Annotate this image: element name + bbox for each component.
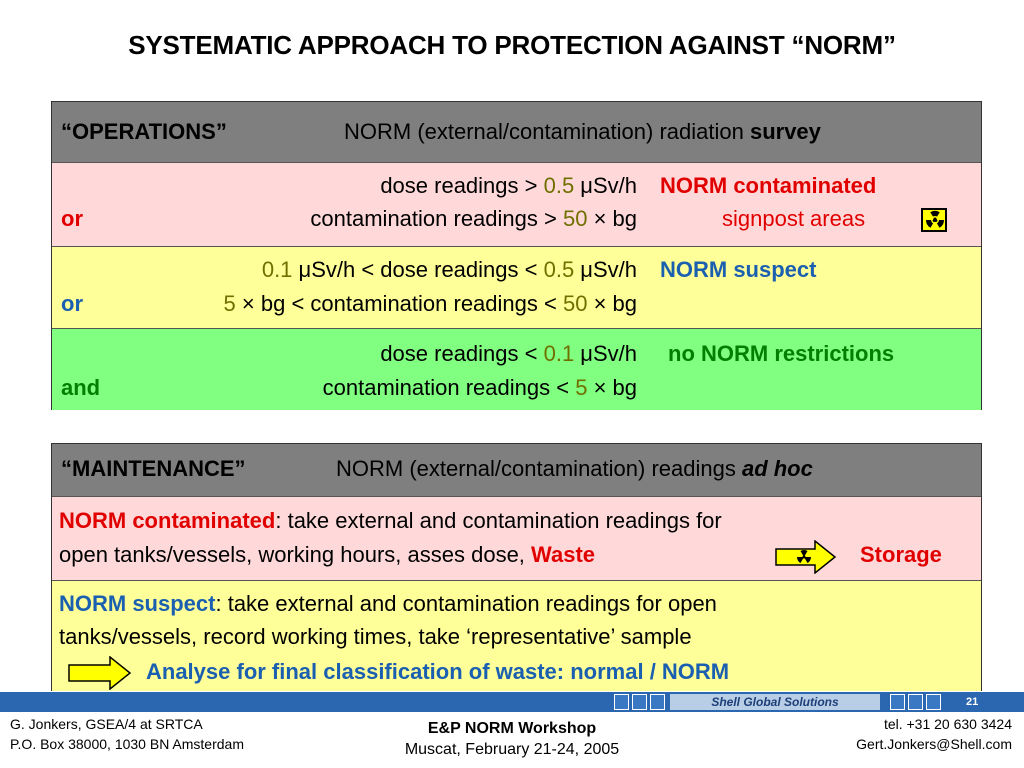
arrow-right-icon: [68, 656, 132, 696]
arrow-right-icon: [775, 540, 837, 580]
suspect-conj: or: [61, 291, 83, 316]
clear-contam-criterion: contamination readings < 5 × bg: [322, 375, 637, 400]
footer-square: [908, 694, 923, 710]
maintenance-contaminated-line2: open tanks/vessels, working hours, asses dose, Waste: [59, 542, 596, 567]
clear-status: no NORM restrictions: [668, 341, 895, 366]
maintenance-row-suspect: [52, 580, 981, 691]
suspect-status: NORM suspect: [660, 257, 817, 282]
maintenance-header: [52, 444, 981, 496]
maintenance-storage: Storage: [860, 542, 942, 567]
page-number: 21: [966, 696, 979, 708]
operations-heading-text: NORM (external/contamination) radiation: [344, 119, 750, 144]
footer-left-line2: P.O. Box 38000, 1030 BN Amsterdam: [10, 736, 244, 752]
footer-center-line1: E&P NORM Workshop: [427, 720, 597, 737]
contaminated-dose-criterion: dose readings > 0.5 μSv/h: [380, 173, 637, 198]
row-norm-suspect: [52, 246, 981, 328]
maintenance-suspect-analyse: Analyse for final classification of waste: normal / NORM: [146, 659, 730, 684]
footer-right-line1: tel. +31 20 630 3424: [883, 716, 1012, 732]
footer-square: [614, 694, 629, 710]
footer-center-line2: Muscat, February 21-24, 2005: [404, 741, 620, 758]
contaminated-conj: or: [61, 206, 83, 231]
maintenance-contaminated-line1: NORM contaminated: take external and contamination readings for: [59, 508, 722, 533]
clear-conj: and: [61, 375, 101, 400]
footer-bar: [0, 692, 1024, 712]
operations-panel: [51, 101, 982, 410]
suspect-contam-criterion: 5 × bg < contamination readings < 50 × bg: [223, 291, 637, 316]
footer-square: [926, 694, 941, 710]
maintenance-row-contaminated: [52, 496, 981, 580]
maintenance-heading-adhoc: ad hoc: [741, 456, 813, 481]
operations-heading-bold: survey: [749, 119, 821, 144]
maintenance-suspect-line2: tanks/vessels, record working times, take ‘representative’ sample: [59, 624, 692, 649]
footer-right-line2: Gert.Jonkers@Shell.com: [856, 736, 1012, 752]
row-no-restrictions: [52, 328, 981, 410]
contaminated-contam-criterion: contamination readings > 50 × bg: [310, 206, 637, 231]
suspect-dose-criterion: 0.1 μSv/h < dose readings < 0.5 μSv/h: [261, 257, 637, 282]
footer-square: [890, 694, 905, 710]
contaminated-action: signpost areas: [722, 206, 866, 231]
radiation-icon: [921, 208, 947, 232]
maintenance-suspect-line1: NORM suspect: take external and contamination readings for open: [59, 591, 717, 616]
contaminated-status: NORM contaminated: [660, 173, 877, 198]
clear-dose-criterion: dose readings < 0.1 μSv/h: [380, 341, 637, 366]
maintenance-heading-text: NORM (external/contamination) readings: [336, 456, 742, 481]
maintenance-panel: [51, 443, 982, 691]
row-norm-contaminated: [52, 162, 981, 246]
operations-header: [52, 102, 981, 162]
footer-square: [632, 694, 647, 710]
footer-left-line1: G. Jonkers, GSEA/4 at SRTCA: [10, 716, 203, 732]
operations-label: “OPERATIONS”: [61, 119, 227, 144]
maintenance-label: “MAINTENANCE”: [61, 456, 246, 481]
operations-heading: [344, 117, 821, 147]
page-title: SYSTEMATIC APPROACH TO PROTECTION AGAINST “NORM”: [128, 30, 896, 60]
maintenance-heading: [336, 454, 813, 484]
footer-square: [650, 694, 665, 710]
shell-brand: Shell Global Solutions: [670, 694, 880, 710]
